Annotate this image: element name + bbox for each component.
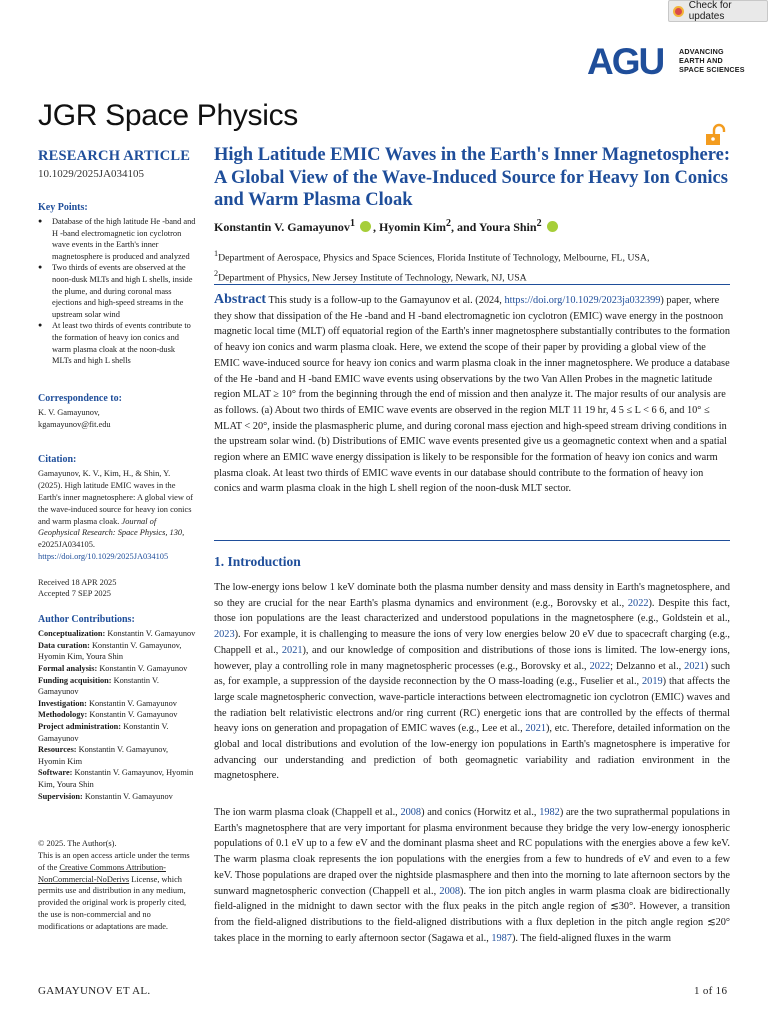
paragraph-text: The ion warm plasma cloak (Chappell et al.,: [214, 807, 401, 818]
article-type: RESEARCH ARTICLE: [38, 148, 191, 164]
contribution-item: Supervision: Konstantin V. Gamayunov: [38, 791, 173, 801]
license-link[interactable]: Creative Commons Attribution-NonCommercial-NoDerivs: [38, 862, 166, 884]
received-date: Received 18 APR 2025: [38, 577, 117, 587]
key-point: ● Database of the high latitude He -band and H -band electromagnetic ion cyclotron wave events in the Earth's inner magnetosphere is produced and analyzed: [38, 216, 196, 262]
paragraph-text: ). Despite this fact, those ion populations are the least characterized and understood populations in the magnetosphere (e.g., Goldstein et al.,: [214, 597, 730, 625]
agu-logo: [587, 45, 745, 75]
correspondence-name: K. V. Gamayunov,: [38, 407, 100, 417]
citation-link[interactable]: 1987: [491, 932, 512, 944]
check-for-updates-label: Check for updates: [688, 0, 732, 22]
author-contributions-heading: Author Contributions:: [38, 614, 135, 626]
agu-tagline: ADVANCING EARTH AND SPACE SCIENCES: [679, 46, 745, 74]
paragraph-text: ) that affects the large scale magnetospheric convection, wave-particle interactions between electromagnetic ion cyclotron (EMIC) waves and the radiation belt relativistic electrons and/or ring current (RC) energetic ions that are controlled by the effects of thermal heavy ions on generation and propagation of EMIC waves (e.g., Lee et al.,: [214, 676, 730, 735]
contribution-item: Investigation: Konstantin V. Gamayunov: [38, 698, 177, 708]
contribution-item: Resources: Konstantin V. Gamayunov, Hyomin Kim: [38, 745, 169, 766]
accepted-date: Accepted 7 SEP 2025: [38, 589, 111, 599]
intro-paragraph-1: [214, 580, 730, 784]
correspondence-email-link[interactable]: kgamayunov@fit.edu: [38, 419, 111, 429]
correspondence-heading: Correspondence to:: [38, 392, 122, 404]
intro-paragraph-2: [214, 805, 730, 946]
author-contributions-list: [38, 628, 196, 802]
contribution-item: Conceptualization: Konstantin V. Gamayunov: [38, 629, 196, 639]
citation-link[interactable]: 1982: [539, 807, 560, 818]
left-sidebar: [38, 145, 196, 933]
citation-heading: Citation:: [38, 454, 77, 466]
citation-link[interactable]: 2023: [214, 629, 235, 641]
footer-authors: GAMAYUNOV ET AL.: [38, 985, 151, 997]
article-doi: 10.1029/2025JA034105: [38, 168, 145, 180]
affiliation: $^1$Department of Aerospace, Physics and Space Sciences, Florida Institute of Technology, Melbourne, FL, USA,: [214, 249, 650, 264]
author-name[interactable]: Youra Shin: [478, 220, 537, 234]
citation-link[interactable]: 2022: [627, 597, 649, 609]
citation-link[interactable]: 2021: [684, 660, 705, 672]
key-point: ● At least two thirds of events contribute to the formation of heavy ion conics and warm plasma cloak at the noon-dusk MLTs and high L shells: [38, 320, 196, 366]
contribution-item: Methodology: Konstantin V. Gamayunov: [38, 710, 178, 720]
contribution-item: Data curation: Konstantin V. Gamayunov, Hyomin Kim, Youra Shin: [38, 640, 182, 662]
key-point: ● Two thirds of events are observed at the noon-dusk MLTs and high L shells, inside the plume, and during coronal mass ejections and high-speed streams in the upstream solar wind: [38, 262, 196, 320]
author-name[interactable]: Hyomin Kim: [378, 220, 446, 234]
orcid-icon[interactable]: [547, 221, 558, 232]
citation-link[interactable]: 2008: [400, 807, 422, 818]
divider: [214, 284, 730, 285]
contribution-item: Funding acquisition: Konstantin V. Gamayunov: [38, 675, 159, 697]
copyright-notice: © 2025. The Author(s). This is an open access article under the terms of the Creative Commons Attribution-NonCommercial-NoDerivs License, which permits use and distribution in any medium, provided the original work is properly cited, the use is non-commercial and no modifications or adaptations are made.: [38, 839, 190, 931]
abstract-doi-link[interactable]: https://doi.org/10.1029/2023ja032399: [504, 295, 661, 306]
contribution-item: Project administration: Konstantin V. Gamayunov: [38, 722, 169, 743]
affiliations: [214, 246, 649, 286]
author-list: Konstantin V. Gamayunov$^1$ , Hyomin Kim$^2$, and Youra Shin$^2$: [214, 218, 560, 235]
key-points-list: [38, 216, 196, 367]
citation-text: Gamayunov, K. V., Kim, H., & Shin, Y. (2025). High latitude EMIC waves in the Earth's inner magnetosphere: A global view of the wave-induced source for heavy ion conics and warm plasma cloak. Journal of Geophysical Research: Space Physics, 130, e2025JA034105. https://doi.org/10.1029/2025JA034105: [38, 469, 194, 561]
paragraph-text: ) such as, for example, a suppression of the dayside reconnection by the O mass-loading (e.g., Fuselier et al.,: [214, 660, 730, 688]
author-name[interactable]: Konstantin V. Gamayunov: [214, 220, 350, 234]
paragraph-text: ). The field-aligned fluxes in the warm: [511, 932, 672, 944]
abstract: Abstract This study is a follow-up to the Gamayunov et al. (2024, https://doi.org/10.1029/2023ja032399) paper, where they show that dissipation of the He -band and H -band electromagnetic ion cyclotron (EMIC) wave energy in the postnoon magnetic local time (MLT) off equatorial region of the Earth's inner magnetosphere substantially contributes to the formation of heavy ion conics and warm plasma cloak. Here, we extend the scope of their paper by providing a global view of the EMIC wave-induced source for heavy ion conics and warm plasma cloak in the inner magnetosphere. We produce a database of the He -band and H -band EMIC wave events using observations by the two Van Allen Probes in the magnetic latitude region MLAT ≥ 10° from the beginning through the end of mission and then analyze it. The major results of our analysis are as follows. (a) About two thirds of EMIC wave events are observed in the region MLT 11 19 hr, 4 5 ≤ L < 6 6, and 10° ≤ MLAT < 20°, inside the plasmaspheric plume, and during coronal mass ejection and high-speed stream driving conditions in the upstream solar wind. (b) Distributions of EMIC wave events presented give us a geomagnetic context when and a spatial region where an EMIC wave energy dissipation is likely to be responsible for the formation of heavy ion conics and warm plasma cloak. At least two thirds of EMIC wave events in our database should contribute to the formation of heavy ion conics and warm plasma cloak in the high L shell region of the noon-dusk MLT sector.: [214, 292, 730, 495]
paragraph-text: The low-energy ions below 1 keV dominate both the plasma number density and mass density in Earth's magnetosphere, and so they are crucial for the near Earth's plasma dynamics and environment (e.g., Borovsky et al.,: [214, 582, 730, 609]
citation-link[interactable]: 2021: [525, 723, 546, 735]
divider: [214, 540, 730, 541]
key-points-heading: Key Points:: [38, 202, 88, 213]
paragraph-text: ). For example, it is challenging to measure the ions of very low energies below 20 eV due to spacecraft charging (e.g., Chappell et al.,: [214, 629, 730, 656]
paragraph-text: ), etc. Therefore, detailed information on the global and local distributions and evolution of the low-energy ion populations in Earth's magnetosphere is imperative for advancing our understanding and prediction of both geomagnetic variability and radiation environment in the magnetosphere.: [214, 723, 730, 782]
check-for-updates-button[interactable]: [668, 0, 768, 22]
svg-text:AGU: AGU: [587, 45, 664, 75]
paragraph-text: ). The ion pitch angles in warm plasma cloak are bidirectionally field-aligned in the midnight to dawn sector with the flux peaks in the pitch angle region of ≲30°. However, a transition from the field-aligned distributions to the field-aligned distributions with a flux depletion in the pitch angle region ≲20° takes place in the morning to early afternoon sector (Sagawa et al.,: [214, 885, 730, 944]
crossmark-icon: [673, 6, 684, 17]
citation-doi-link[interactable]: https://doi.org/10.1029/2025JA034105: [38, 551, 169, 561]
page-number: 1 of 16: [694, 985, 728, 997]
contribution-item: Software: Konstantin V. Gamayunov, Hyomin Kim, Youra Shin: [38, 768, 194, 789]
section-heading: 1. Introduction: [214, 554, 301, 569]
citation-link[interactable]: 2022: [589, 660, 611, 672]
paragraph-text: ) are the two suprathermal populations in Earth's magnetosphere that are very important for plasma environment because they bridge the very low-energy ionospheric populations of 0.1 eV up to a few eV and the dominant plasma sheet and RC populations with the energies above a few keV. The warm plasma cloak represents the ion populations with the energies from a few to hundreds of eV and even to a few keV. Those populations are draped over the nightside plasmasphere and then into the morning to late afternoon sectors by the sunward magnetospheric convection (Chappell et al.,: [214, 807, 730, 897]
contribution-item: Formal analysis: Konstantin V. Gamayunov: [38, 664, 188, 674]
citation-link[interactable]: 2008: [439, 885, 461, 897]
paragraph-text: ; Delzanno et al.,: [610, 660, 685, 672]
paragraph-text: ) and conics (Horwitz et al.,: [421, 807, 540, 818]
orcid-icon[interactable]: [360, 221, 371, 232]
affiliation: $^2$Department of Physics, New Jersey Institute of Technology, Newark, NJ, USA: [214, 268, 527, 284]
paragraph-text: ), and our knowledge of composition and distributions of those ions is limited. The low-energy ions, however, play a controlling role in many magnetospheric processes (e.g., Borovsky et al.,: [214, 644, 730, 672]
abstract-heading: Abstract: [214, 292, 267, 307]
journal-title: JGR Space Physics: [38, 99, 298, 132]
article-title: High Latitude EMIC Waves in the Earth's Inner Magnetosphere: A Global View of the Wave-Induced Source for Heavy Ion Conics and Warm Plasma Cloak: [214, 145, 730, 210]
agu-logo-mark: [587, 45, 673, 75]
citation-link[interactable]: 2021: [281, 644, 303, 656]
citation-link[interactable]: 2019: [642, 676, 663, 688]
